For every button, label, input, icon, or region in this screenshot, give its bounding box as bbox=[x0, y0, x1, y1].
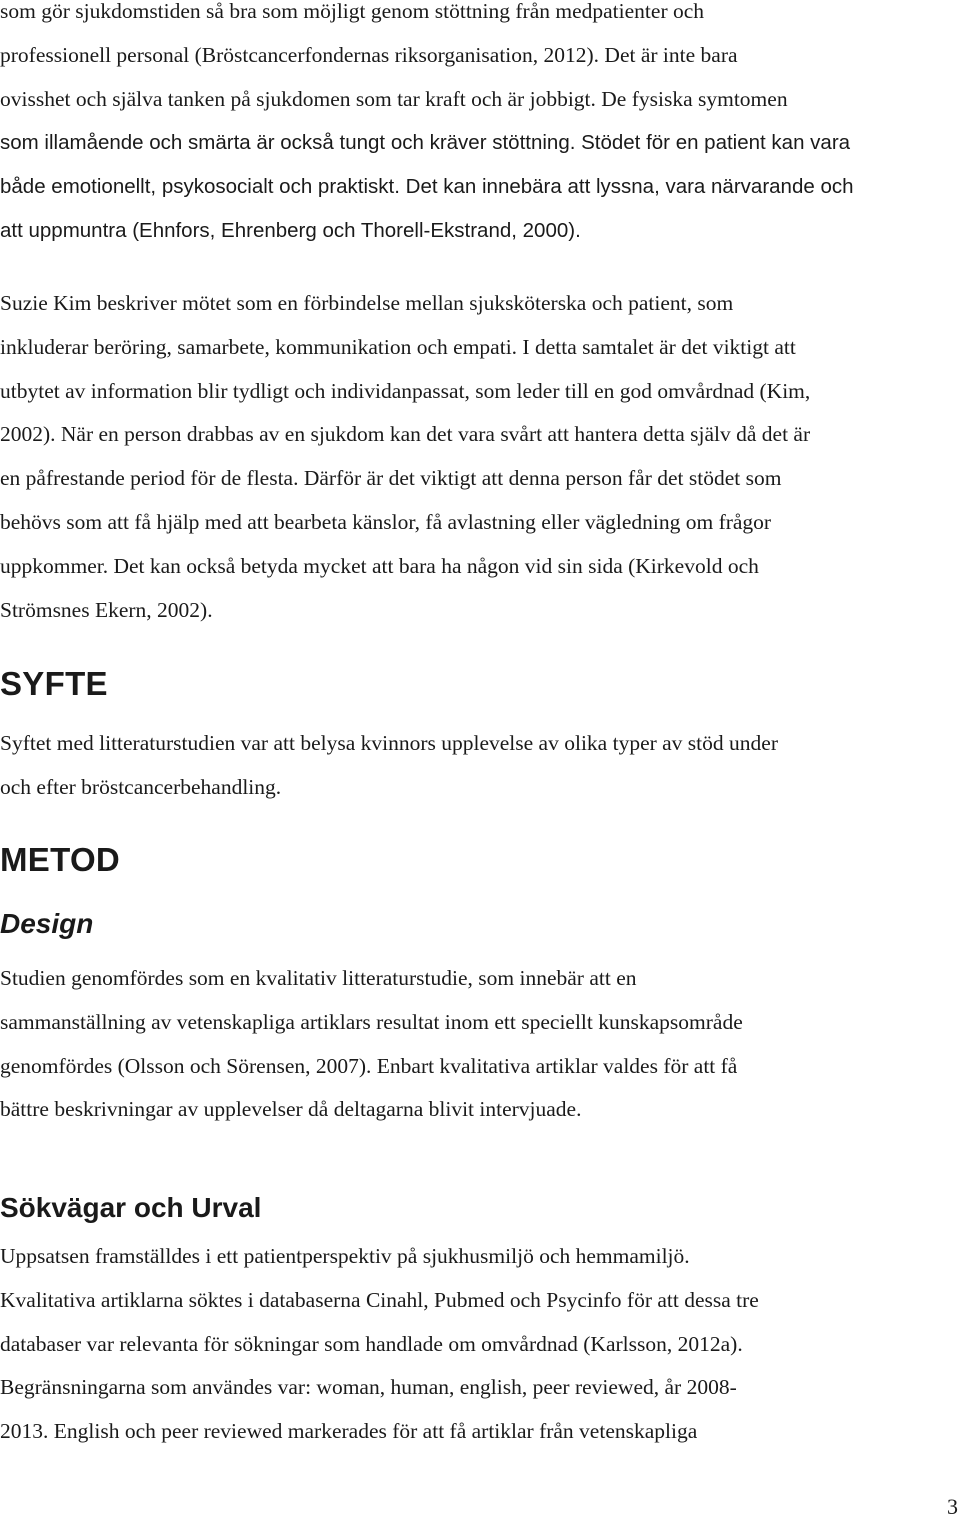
text-line: Studien genomfördes som en kvalitativ litteraturstudie, som innebär att en bbox=[0, 966, 637, 990]
text-line: bättre beskrivningar av upplevelser då deltagarna blivit intervjuade. bbox=[0, 1097, 582, 1122]
text-line: inkluderar beröring, samarbete, kommunikation och empati. I detta samtalet är det viktigt att bbox=[0, 334, 796, 359]
text-line: och efter bröstcancerbehandling. bbox=[0, 774, 282, 799]
text-line: ovisshet och själva tanken på sjukdomen som tar kraft och är jobbigt. De fysiska symtomen bbox=[0, 86, 788, 111]
text-line: Suzie Kim beskriver mötet som en förbindelse mellan sjuksköterska och patient, som bbox=[0, 291, 734, 315]
paragraph-sokvagar bbox=[0, 1235, 958, 1454]
text-line: sammanställning av vetenskapliga artiklars resultat inom ett speciellt kunskapsområde bbox=[0, 1009, 743, 1034]
heading-design: Design bbox=[0, 908, 94, 939]
text-line: Begränsningarna som användes var: woman, human, english, peer reviewed, år 2008- bbox=[0, 1375, 737, 1400]
paragraph-syfte bbox=[0, 722, 958, 810]
paragraph-intro-continuation bbox=[0, 0, 958, 253]
text-line: utbytet av information blir tydligt och individanpassat, som leder till en god omvårdnad (Kim, bbox=[0, 378, 811, 403]
text-line: genomfördes (Olsson och Sörensen, 2007). Enbart kvalitativa artiklar valdes för att få bbox=[0, 1053, 738, 1078]
text-line: att uppmuntra (Ehnfors, Ehrenberg och Thorell-Ekstrand, 2000). bbox=[0, 218, 581, 242]
text-line: Syftet med litteraturstudien var att belysa kvinnors upplevelse av olika typer av stöd under bbox=[0, 731, 778, 755]
heading-metod: METOD bbox=[0, 841, 121, 878]
text-line: Strömsnes Ekern, 2002). bbox=[0, 597, 213, 622]
text-line: databaser var relevanta för sökningar som handlade om omvårdnad (Karlsson, 2012a). bbox=[0, 1331, 743, 1356]
heading-syfte: SYFTE bbox=[0, 665, 108, 702]
text-line: som gör sjukdomstiden så bra som möjligt genom stöttning från medpatienter och bbox=[0, 0, 705, 23]
heading-sokvagar-och-urval: Sökvägar och Urval bbox=[0, 1192, 262, 1223]
text-line: Kvalitativa artiklarna söktes i databaserna Cinahl, Pubmed och Psycinfo för att dessa tre bbox=[0, 1287, 759, 1312]
text-line: en påfrestande period för de flesta. Därför är det viktigt att denna person får det stödet som bbox=[0, 466, 782, 491]
text-line: som illamående och smärta är också tungt och kräver stöttning. Stödet för en patient kan vara bbox=[0, 131, 851, 155]
text-line: behövs som att få hjälp med att bearbeta känslor, få avlastning eller vägledning om frågor bbox=[0, 509, 772, 534]
text-line: professionell personal (Bröstcancerfondernas riksorganisation, 2012). Det är inte bara bbox=[0, 42, 738, 67]
paragraph-suzie-kim bbox=[0, 282, 958, 632]
paragraph-design bbox=[0, 957, 958, 1132]
text-line: 2002). När en person drabbas av en sjukdom kan det vara svårt att hantera detta själv då det är bbox=[0, 422, 811, 447]
text-line: både emotionellt, psykosocialt och praktiskt. Det kan innebära att lyssna, vara närvarande och bbox=[0, 175, 854, 199]
text-line: uppkommer. Det kan också betyda mycket att bara ha någon vid sin sida (Kirkevold och bbox=[0, 553, 759, 578]
text-line: 2013. English och peer reviewed markerades för att få artiklar från vetenskapliga bbox=[0, 1419, 698, 1444]
page-number: 3 bbox=[947, 1494, 958, 1519]
text-line: Uppsatsen framställdes i ett patientperspektiv på sjukhusmiljö och hemmamiljö. bbox=[0, 1244, 690, 1268]
